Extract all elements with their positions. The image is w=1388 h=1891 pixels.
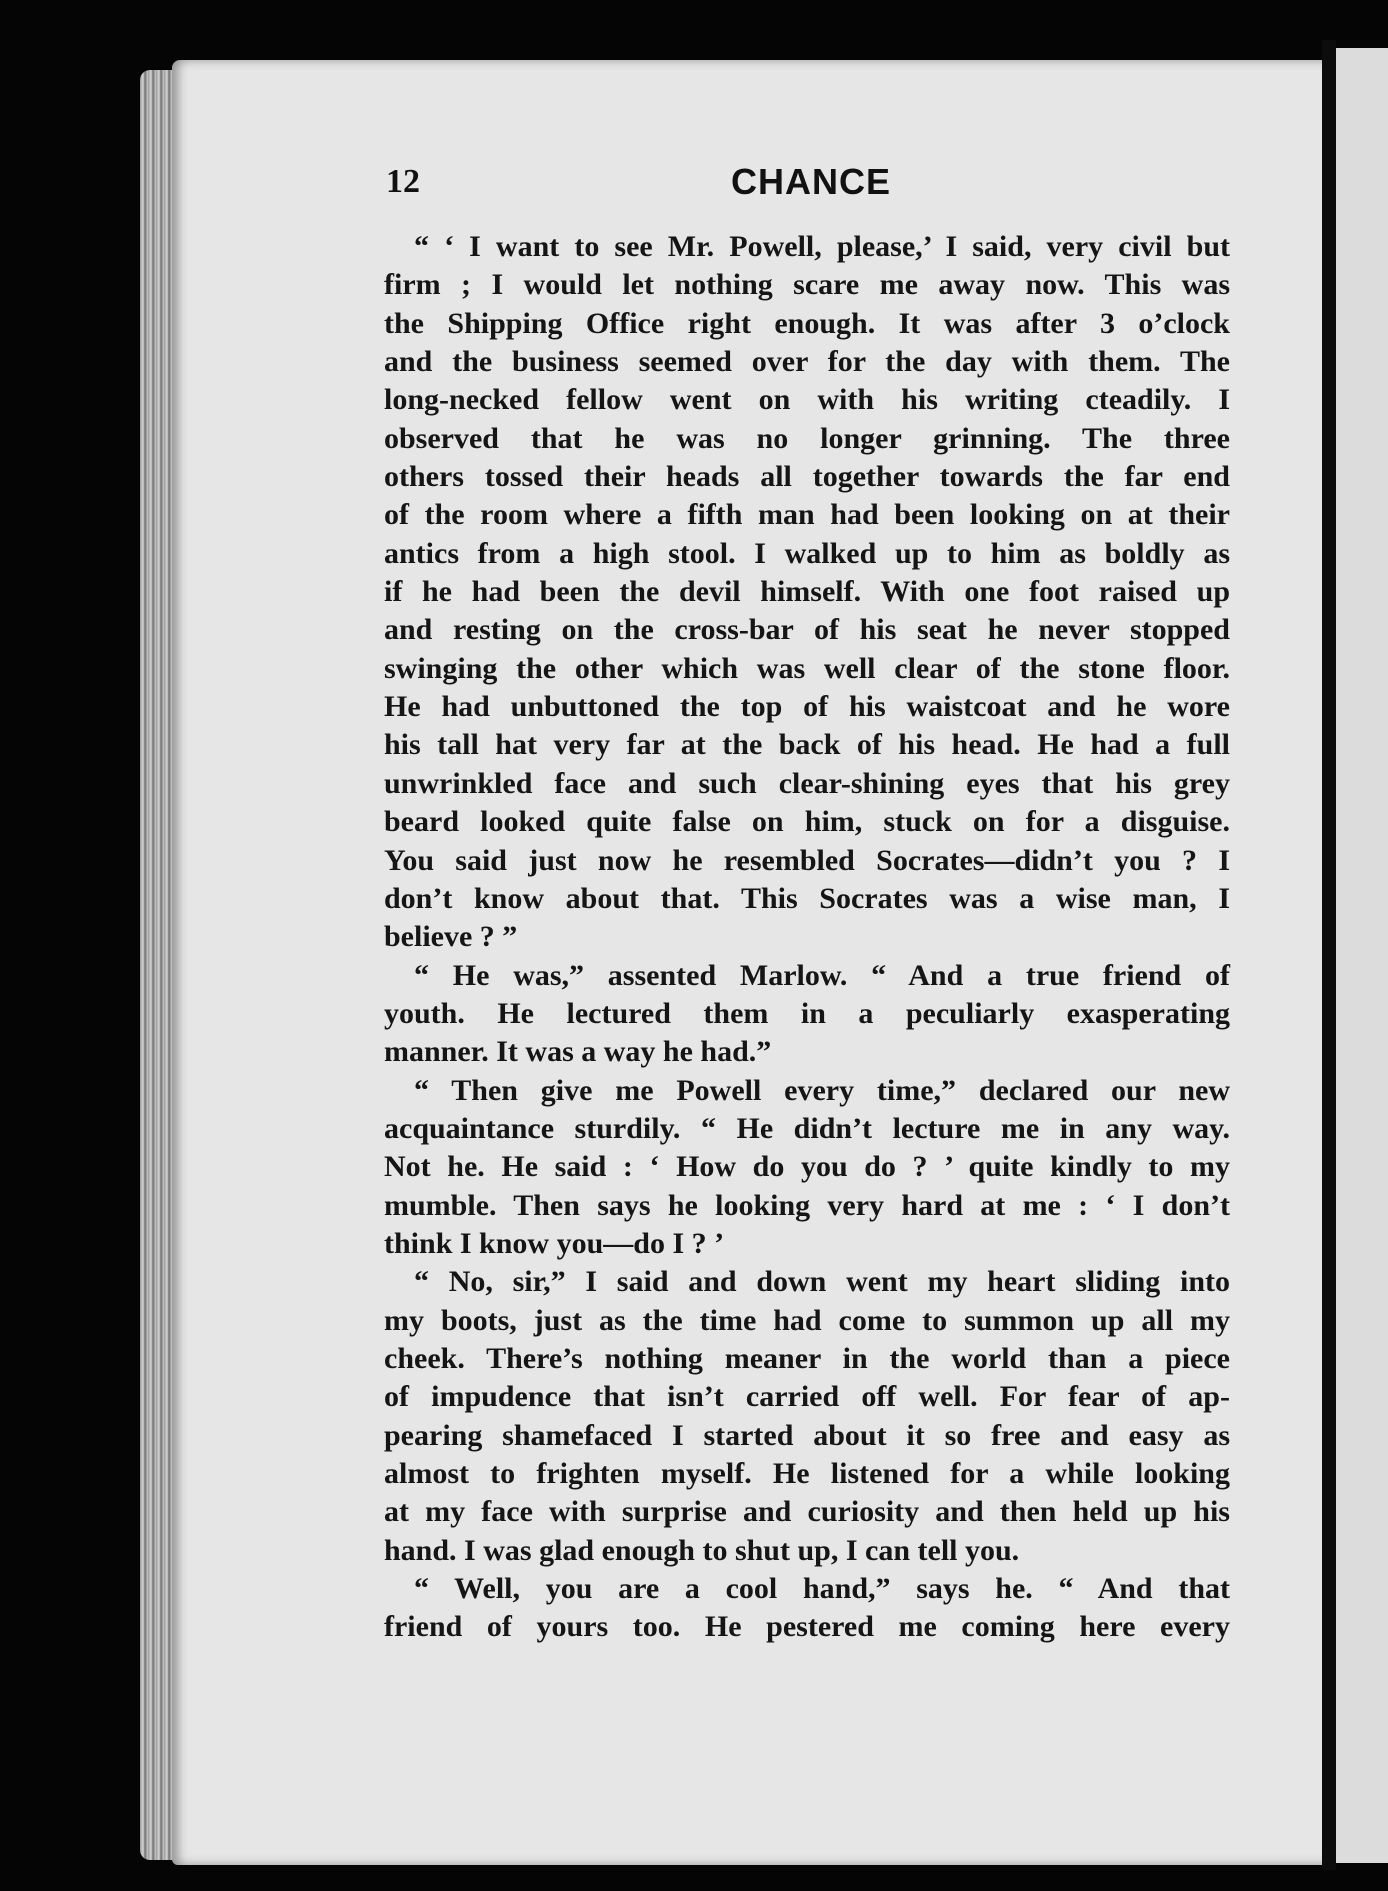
text-line: “ Well, you are a cool hand,” says he. “ And that	[414, 1572, 1230, 1606]
facing-page-edge	[1336, 48, 1388, 1863]
text-line: friend of yours too. He pestered me coming here every	[384, 1610, 1230, 1644]
text-line: and resting on the cross-bar of his seat he never stopped	[384, 613, 1230, 647]
text-line: “ ‘ I want to see Mr. Powell, please,’ I said, very civil but	[414, 230, 1230, 263]
text-line: think I know you—do I ? ’	[384, 1226, 725, 1260]
text-line: “ No, sir,” I said and down went my heart sliding into	[414, 1265, 1230, 1299]
text-line: manner. It was a way he had.”	[384, 1035, 772, 1069]
text-line: his tall hat very far at the back of his head. He had a full	[384, 728, 1230, 762]
page-header	[386, 160, 1236, 204]
text-line: if he had been the devil himself. With one foot raised up	[384, 575, 1230, 609]
text-line: of impudence that isn’t carried off well. For fear of ap-	[384, 1380, 1230, 1414]
text-line: others tossed their heads all together towards the far end	[384, 460, 1230, 494]
text-line: Not he. He said : ‘ How do you do ? ’ quite kindly to my	[384, 1150, 1230, 1184]
body-text	[384, 228, 1230, 1647]
text-line: firm ; I would let nothing scare me away now. This was	[384, 268, 1230, 302]
text-line: “ Then give me Powell every time,” declared our new	[414, 1073, 1230, 1107]
text-line: observed that he was no longer grinning. The three	[384, 421, 1230, 455]
text-line: at my face with surprise and curiosity and then held up his	[384, 1495, 1230, 1529]
running-head: CHANCE	[730, 161, 891, 202]
text-line: acquaintance sturdily. “ He didn’t lecture me in any way.	[384, 1111, 1230, 1145]
text-line: “ He was,” assented Marlow. “ And a true friend of	[414, 958, 1230, 992]
text-line: almost to frighten myself. He listened for a while looking	[384, 1457, 1230, 1490]
text-line: don’t know about that. This Socrates was a wise man, I	[384, 881, 1230, 915]
text-line: long-necked fellow went on with his writing cteadily. I	[384, 383, 1230, 417]
text-line: cheek. There’s nothing meaner in the world than a piece	[384, 1341, 1230, 1375]
text-line: beard looked quite false on him, stuck on for a disguise.	[384, 805, 1230, 839]
page-number: 12	[386, 163, 420, 200]
text-line: You said just now he resembled Socrates—didn’t you ? I	[384, 843, 1230, 877]
gutter-shadow	[1322, 40, 1336, 1870]
text-line: hand. I was glad enough to shut up, I can tell you.	[384, 1533, 1020, 1567]
text-line: of the room where a fifth man had been looking on at their	[384, 498, 1230, 532]
text-line: and the business seemed over for the day with them. The	[384, 345, 1230, 379]
text-line: antics from a high stool. I walked up to him as boldly as	[384, 536, 1230, 570]
text-line: youth. He lectured them in a peculiarly exasperating	[384, 996, 1230, 1030]
text-line: the Shipping Office right enough. It was after 3 o’clock	[384, 306, 1230, 340]
text-line: mumble. Then says he looking very hard at me : ‘ I don’t	[384, 1188, 1230, 1222]
text-line: my boots, just as the time had come to summon up all my	[384, 1303, 1230, 1337]
text-line: believe ? ”	[384, 920, 518, 954]
text-line: He had unbuttoned the top of his waistcoat and he wore	[384, 690, 1230, 724]
text-line: swinging the other which was well clear of the stone floor.	[384, 651, 1230, 685]
text-line: unwrinkled face and such clear-shining eyes that his grey	[384, 766, 1230, 800]
text-line: pearing shamefaced I started about it so free and easy as	[384, 1418, 1230, 1452]
